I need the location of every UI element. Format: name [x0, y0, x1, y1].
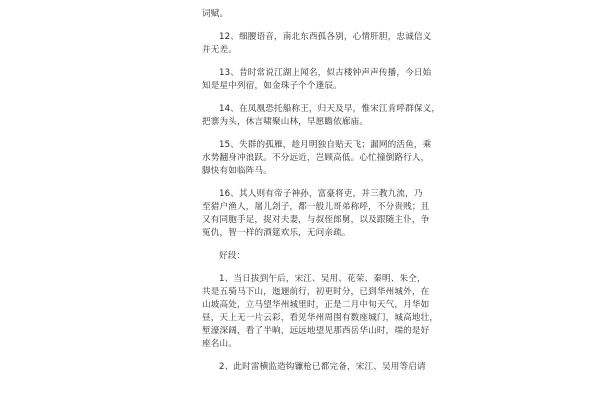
paragraph-16 [202, 188, 430, 240]
paragraph-line: 16、其人则有帝子神孙，富豪将吏，并三教九流，乃 [219, 189, 423, 199]
paragraph-line: 14、在凤凰恐托船称王，归天及早，惟宋江肯呼群保义， [219, 104, 441, 114]
paragraph-line: 把寨为头，休言啸聚山林，早愿瞻依廊庙。 [202, 117, 369, 127]
paragraph-line: 堑濠深阔，看了半晌，远远地望见那西岳华山时，端的是好 [202, 326, 430, 336]
good-paragraph-2 [202, 361, 426, 374]
paragraph-line: 1、当日拔到午后，宋江、吴用、花荣、秦明、朱仝， [219, 274, 426, 284]
text-column [202, 8, 441, 374]
paragraph-line: 15、失群的孤雁，趁月明独自贴天飞；漏网的活鱼，乘 [219, 140, 432, 150]
paragraph-line: 又有同胞手足，捉对夫妻，与叔侄郎舅，以及跟随主仆，争 [202, 215, 430, 225]
good-paragraph-1 [202, 273, 439, 351]
paragraph-13 [202, 67, 432, 93]
paragraph-12 [202, 31, 432, 57]
paragraph-line: 山坡高处，立马望华州城里时，正是二月中旬天气，月华如 [202, 300, 430, 310]
paragraph-line: 脚快有如临阵马。 [202, 166, 272, 176]
paragraph-line: 冤仇，智一样的酒筵欢乐，无问亲疏。 [202, 228, 351, 238]
paragraph-line: 2、此时雷横监造钩镰枪已都完备，宋江、吴用等启请 [219, 362, 426, 372]
paragraph-line: 并无差。 [202, 45, 237, 55]
paragraph-14 [202, 103, 441, 129]
paragraph-line: 13、昔时常说江湖上闻名，似古楼钟声声传播，今日始 [219, 68, 432, 78]
intro-line: 词赋。 [202, 9, 229, 19]
paragraph-line: 昼，天上无一片云彩，看见华州周围有数座城门，城高地壮， [202, 313, 439, 323]
paragraph-line: 共是五骑马下山，迤逦前行，初更时分，已到华州城外，在 [202, 287, 430, 297]
section-heading: 好段： [219, 251, 246, 261]
paragraph-line: 至猎户渔人，屠儿刽子，都一般儿哥弟称呼，不分贵贱；且 [202, 202, 430, 212]
paragraph-line: 知是星中列宿，如金珠子个个逢辰。 [202, 81, 342, 91]
paragraph-line: 座名山。 [202, 339, 237, 349]
paragraph-line: 12、细腰语音，南北东西孤各别，心情肝胆，忠诚信义 [219, 32, 432, 42]
paragraph-line: 水势翻身冲浪跃。不分远近，岂顾高低。心忙撞倒路行人， [202, 153, 430, 163]
paragraph-15 [202, 139, 432, 178]
